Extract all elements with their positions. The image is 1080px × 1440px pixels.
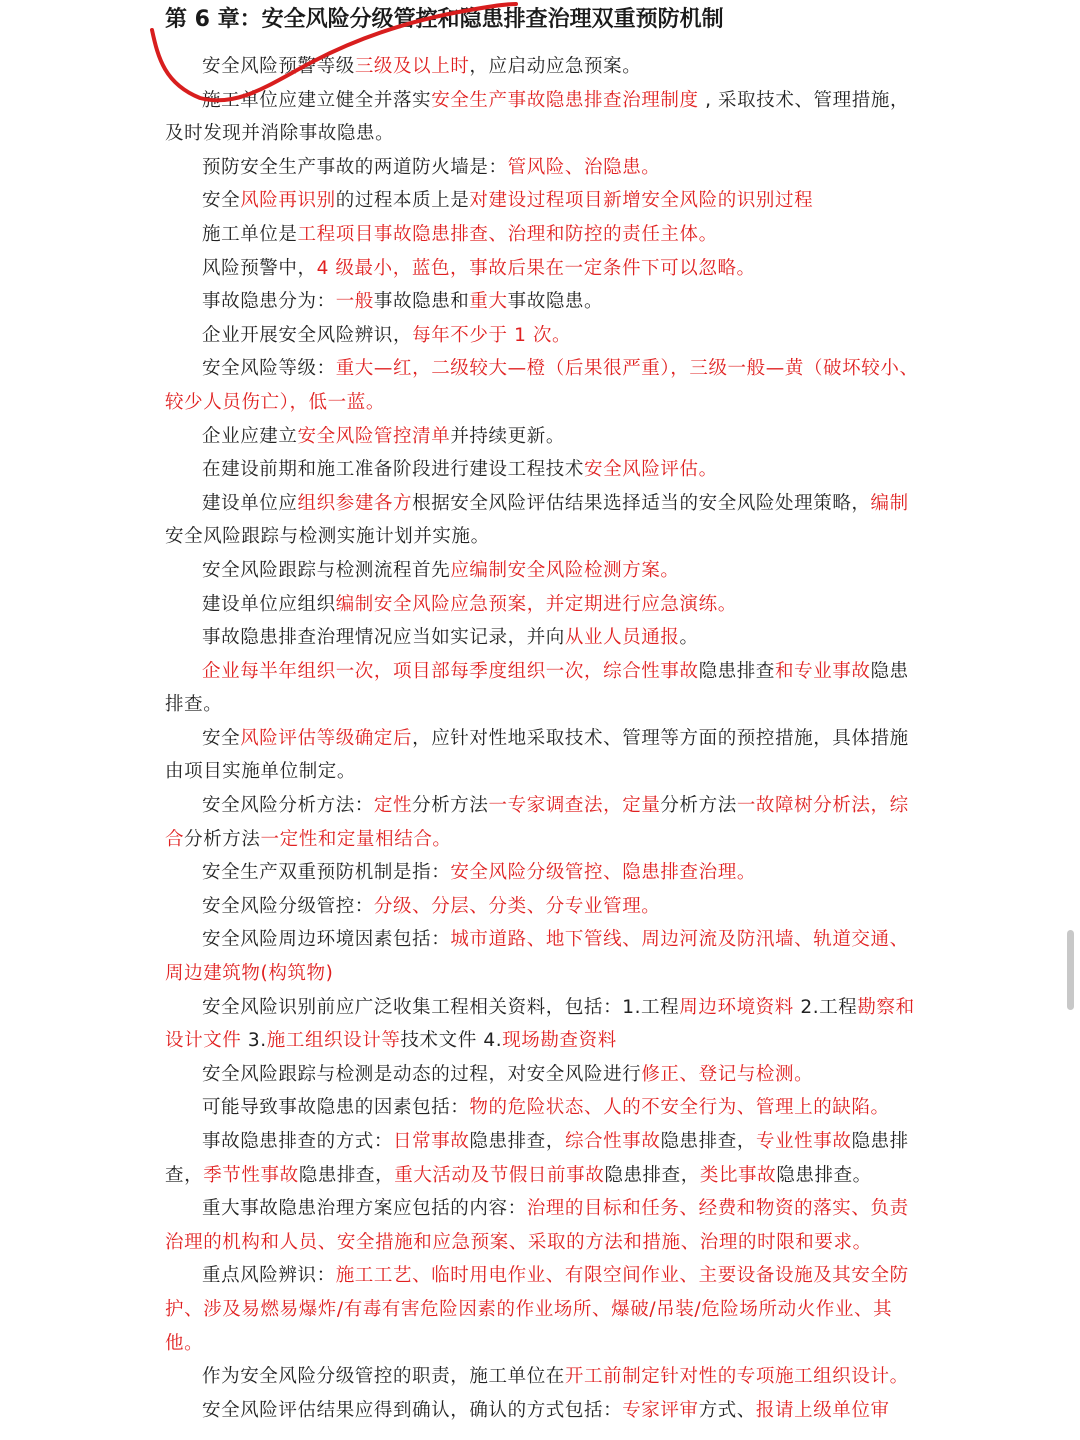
body-text: 作为安全风险分级管控的职责，施工单位在 bbox=[202, 1366, 565, 1388]
body-text: 安全风险分析方法： bbox=[202, 795, 374, 817]
body-text: 技术文件 4. bbox=[400, 1030, 503, 1052]
body-text: 安全风险评估结果应得到确认，确认的方式包括： bbox=[202, 1399, 623, 1421]
paragraph bbox=[165, 991, 920, 1058]
highlighted-text: 每年不少于 1 次。 bbox=[412, 324, 572, 346]
body-text: 隐患排查。 bbox=[165, 660, 909, 716]
paragraph bbox=[165, 554, 920, 588]
highlighted-text: 和专业事故 bbox=[775, 660, 871, 682]
paragraph bbox=[165, 487, 920, 554]
scrollbar-thumb[interactable] bbox=[1067, 930, 1074, 1010]
body-text: 安全 bbox=[202, 727, 241, 749]
highlighted-text: 重大—红，二级较大—橙（后果很严重），三级一般—黄（破坏较小、较少人员伤亡），低一蓝。 bbox=[165, 358, 919, 413]
highlighted-text: 修正、登记与检测。 bbox=[641, 1063, 814, 1085]
body-text: 2.工程 bbox=[793, 996, 858, 1018]
highlighted-text: 物的危险状态、人的不安全行为、管理上的缺陷。 bbox=[469, 1097, 890, 1119]
highlighted-text: 风险再识别 bbox=[240, 190, 336, 212]
body-text: 事故隐患分为： bbox=[202, 291, 336, 313]
body-text: 安全生产双重预防机制是指： bbox=[202, 862, 451, 884]
paragraph bbox=[165, 453, 920, 487]
body-text: 隐患排查 bbox=[698, 660, 776, 682]
body-text: 的过程本质上是 bbox=[335, 190, 470, 212]
highlighted-text: 从业人员通报 bbox=[564, 627, 680, 649]
paragraph bbox=[165, 218, 920, 252]
body-text: 分析方法 bbox=[184, 828, 261, 850]
paragraph bbox=[165, 1125, 920, 1192]
highlighted-text: 重大活动及节假日前事故 bbox=[394, 1164, 605, 1186]
body-text: 施工单位应建立健全并落实 bbox=[202, 89, 432, 111]
paragraph bbox=[165, 923, 920, 990]
paragraph bbox=[165, 890, 920, 924]
highlighted-text: 城市道路、地下管线、周边河流及防汛墙、轨道交通、周边建筑物(构筑物) bbox=[165, 929, 909, 985]
highlighted-text: 管风险、治隐患。 bbox=[507, 156, 661, 178]
body-text: 隐患排查， bbox=[660, 1131, 756, 1152]
highlighted-text: 现场勘查资料 bbox=[502, 1030, 617, 1052]
body-text: ，应启动应急预案。 bbox=[469, 56, 642, 77]
highlighted-text: 开工前制定针对性的专项施工组织设计。 bbox=[564, 1366, 909, 1388]
highlighted-text: 组织参建各方 bbox=[297, 492, 413, 514]
paragraph bbox=[165, 420, 920, 454]
highlighted-text: 勘察和设计文件 bbox=[165, 996, 915, 1052]
body-text: 安全风险跟踪与检测实施计划并实施。 bbox=[165, 526, 490, 548]
body-text: 安全风险跟踪与检测流程首先 bbox=[202, 559, 451, 581]
highlighted-text: 重大 bbox=[469, 291, 508, 313]
paragraph bbox=[165, 1058, 920, 1092]
paragraph bbox=[165, 84, 920, 151]
highlighted-text: 4 级最小，蓝色，事故后果在一定条件下可以忽略。 bbox=[316, 257, 756, 279]
highlighted-text: 定性 bbox=[373, 795, 413, 817]
paragraph bbox=[165, 285, 920, 319]
body-text: 安全 bbox=[202, 190, 241, 212]
body-text: 重点风险辨识： bbox=[202, 1265, 336, 1287]
highlighted-text: 安全生产事故隐患排查治理制度 bbox=[431, 89, 699, 111]
paragraph bbox=[165, 655, 920, 722]
body-text: 施工单位是 bbox=[202, 223, 298, 245]
body-text: , 采取技术、管理措施，及时发现并消除事故隐患。 bbox=[165, 89, 910, 145]
body-text: 事故隐患。 bbox=[507, 291, 604, 313]
body-text: 隐患排查。 bbox=[776, 1164, 872, 1186]
highlighted-text: 季节性事故 bbox=[203, 1164, 299, 1186]
highlighted-text: 一故障树分析法，综合 bbox=[165, 795, 909, 850]
body-text: 。 bbox=[679, 627, 699, 649]
body-text: 安全风险跟踪与检测是动态的过程，对安全风险进行 bbox=[202, 1063, 642, 1085]
paragraph bbox=[165, 588, 920, 622]
paragraph bbox=[165, 1259, 920, 1360]
highlighted-text: 编制 bbox=[870, 492, 909, 514]
highlighted-text: 应编制安全风险检测方案。 bbox=[450, 559, 680, 581]
paragraph bbox=[165, 856, 920, 890]
paragraph bbox=[165, 1192, 920, 1259]
body-text: 安全风险分级管控： bbox=[202, 895, 374, 917]
body-text: 隐患排查， bbox=[469, 1131, 565, 1152]
body-text: 安全风险等级： bbox=[202, 358, 336, 380]
highlighted-text: 风险评估等级确定后 bbox=[240, 727, 413, 749]
document-body bbox=[165, 50, 920, 1427]
highlighted-text: 三级及以上时 bbox=[354, 56, 470, 77]
paragraph bbox=[165, 1091, 920, 1125]
body-text: 方式、 bbox=[698, 1399, 756, 1421]
highlighted-text: 工程项目事故隐患排查、治理和防控的责任主体。 bbox=[297, 223, 718, 245]
highlighted-text: 分级、分层、分类、分专业管理。 bbox=[373, 895, 661, 917]
highlighted-text: 安全风险分级管控、隐患排查治理。 bbox=[450, 862, 756, 884]
highlighted-text: 安全风险管控清单 bbox=[297, 425, 451, 447]
paragraph bbox=[165, 789, 920, 856]
body-text: ，应针对性地采取技术、管理等方面的预控措施，具体措施由项目实施单位制定。 bbox=[165, 727, 909, 783]
highlighted-text: 一专家调查法，定量 bbox=[488, 795, 661, 817]
paragraph bbox=[165, 1360, 920, 1394]
highlighted-text: 施工工艺、临时用电作业、有限空间作业、主要设备设施及其安全防护、涉及易燃易爆炸/有毒有害危险因素的作业场所、爆破/吊装/危险场所动火作业、其他。 bbox=[165, 1265, 909, 1354]
body-text: 隐患排查， bbox=[604, 1164, 700, 1186]
highlighted-text: 编制安全风险应急预案，并定期进行应急演练。 bbox=[335, 593, 737, 615]
body-text: 分析方法 bbox=[660, 795, 737, 817]
body-text: 事故隐患排查的方式： bbox=[202, 1131, 394, 1152]
paragraph bbox=[165, 319, 920, 353]
highlighted-text: 施工组织设计等 bbox=[266, 1030, 401, 1052]
highlighted-text: 企业每半年组织一次，项目部每季度组织一次，综合性事故 bbox=[202, 660, 699, 682]
paragraph bbox=[165, 352, 920, 419]
highlighted-text: 专家评审 bbox=[622, 1399, 699, 1421]
body-text: 根据安全风险评估结果选择适当的安全风险处理策略， bbox=[412, 492, 871, 514]
body-text: 并持续更新。 bbox=[450, 425, 565, 447]
highlighted-text: 报请上级单位审 bbox=[755, 1399, 890, 1421]
highlighted-text: 一般 bbox=[335, 291, 374, 313]
body-text: 企业应建立 bbox=[202, 425, 298, 447]
body-text: 可能导致事故隐患的因素包括： bbox=[202, 1097, 470, 1119]
body-text: 安全风险周边环境因素包括： bbox=[202, 929, 451, 951]
body-text: 事故隐患和 bbox=[373, 291, 470, 313]
body-text: 隐患排查， bbox=[165, 1131, 909, 1186]
body-text: 重大事故隐患治理方案应包括的内容： bbox=[202, 1198, 527, 1220]
body-text: 企业开展安全风险辨识， bbox=[202, 324, 413, 346]
highlighted-text: 专业性事故 bbox=[755, 1131, 852, 1152]
highlighted-text: 治理的目标和任务、经费和物资的落实、负责治理的机构和人员、安全措施和应急预案、采取的方法和措施、治理的时限和要求。 bbox=[165, 1198, 909, 1253]
highlighted-text: 一定性和定量相结合。 bbox=[260, 828, 452, 850]
body-text: 安全风险预警等级 bbox=[202, 56, 355, 77]
highlighted-text: 综合性事故 bbox=[564, 1131, 661, 1152]
body-text: 事故隐患排查治理情况应当如实记录，并向 bbox=[202, 627, 565, 649]
body-text: 分析方法 bbox=[412, 795, 489, 817]
paragraph bbox=[165, 621, 920, 655]
body-text: 预防安全生产事故的两道防火墙是： bbox=[202, 156, 508, 178]
body-text: 安全风险识别前应广泛收集工程相关资料，包括：1.工程 bbox=[202, 996, 680, 1018]
paragraph bbox=[165, 151, 920, 185]
paragraph bbox=[165, 184, 920, 218]
paragraph bbox=[165, 50, 920, 84]
paragraph bbox=[165, 722, 920, 789]
highlighted-text: 周边环境资料 bbox=[679, 996, 794, 1018]
highlighted-text: 类比事故 bbox=[699, 1164, 777, 1186]
chapter-title: 第 6 章：安全风险分级管控和隐患排查治理双重预防机制 bbox=[165, 7, 724, 32]
body-text: 3. bbox=[241, 1030, 267, 1052]
highlighted-text: 对建设过程项目新增安全风险的识别过程 bbox=[469, 190, 814, 212]
body-text: 建设单位应 bbox=[202, 492, 298, 514]
body-text: 风险预警中， bbox=[202, 257, 317, 279]
paragraph bbox=[165, 1394, 920, 1428]
highlighted-text: 安全风险评估。 bbox=[584, 459, 718, 481]
paragraph bbox=[165, 252, 920, 286]
body-text: 建设单位应组织 bbox=[202, 593, 336, 615]
body-text: 在建设前期和施工准备阶段进行建设工程技术 bbox=[202, 459, 585, 481]
highlighted-text: 日常事故 bbox=[393, 1131, 470, 1152]
body-text: 隐患排查， bbox=[298, 1164, 395, 1186]
